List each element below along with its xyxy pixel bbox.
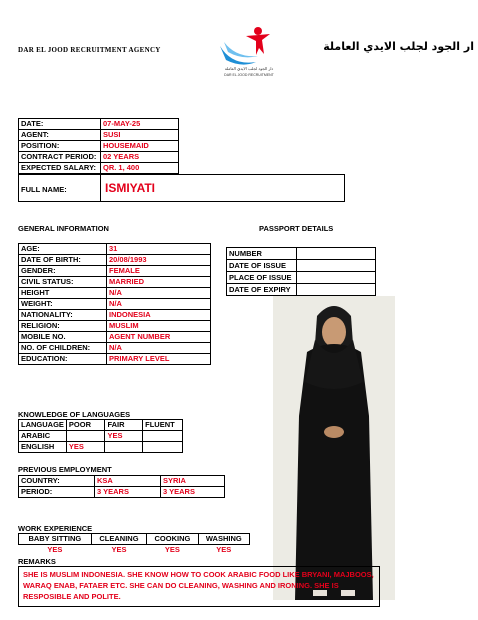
field-value: KSA xyxy=(95,476,161,487)
skill-value: YES xyxy=(216,545,232,555)
field-value: 3 YEARS xyxy=(161,487,225,498)
field-value: FEMALE xyxy=(107,266,211,277)
table-row xyxy=(19,332,211,343)
passport-heading: PASSPORT DETAILS xyxy=(259,224,334,233)
field-value: SUSI xyxy=(101,130,179,141)
passport-table xyxy=(226,247,376,296)
table-row xyxy=(227,260,376,272)
field-value: 20/08/1993 xyxy=(107,255,211,266)
table-row xyxy=(19,130,179,141)
logo-figure-body xyxy=(246,34,270,55)
field-label: AGE: xyxy=(19,244,107,255)
field-value xyxy=(297,260,376,272)
field-label: CONTRACT PERIOD: xyxy=(19,152,101,163)
column-header: CLEANING xyxy=(91,534,147,545)
field-value: SYRIA xyxy=(161,476,225,487)
full-name-value: ISMIYATI xyxy=(105,181,156,195)
logo-caption-en: DAR EL JOOD RECRUITMENT xyxy=(224,73,274,77)
column-header: COOKING xyxy=(147,534,198,545)
remarks-text: SHE IS MUSLIM INDONESIA. SHE KNOW HOW TO COOK ARABIC FOOD LIKE BRYANI, MAJBOOS, WARAQ ENAB, FATAER ETC. SHE CAN DO CLEANING, WASHING AND IRONING. SHE IS RESPOSIBLE AND POLITE. xyxy=(18,566,380,607)
languages-table xyxy=(18,419,183,453)
language-level xyxy=(66,431,105,442)
column-header: FLUENT xyxy=(143,420,183,431)
field-label: WEIGHT: xyxy=(19,299,107,310)
languages-heading: KNOWLEDGE OF LANGUAGES xyxy=(18,410,131,419)
language-level xyxy=(105,442,143,453)
previous-employment-heading: PREVIOUS EMPLOYMENT xyxy=(18,465,112,474)
table-row xyxy=(19,152,179,163)
table-row xyxy=(19,431,183,442)
field-label: AGENT: xyxy=(19,130,101,141)
language-level xyxy=(143,431,183,442)
field-value: 02 YEARS xyxy=(101,152,179,163)
table-row xyxy=(19,141,179,152)
remarks-heading: REMARKS xyxy=(18,557,56,566)
field-label: EXPECTED SALARY: xyxy=(19,163,101,174)
field-label: PLACE OF ISSUE xyxy=(227,272,297,284)
field-value: 31 xyxy=(107,244,211,255)
field-value xyxy=(297,284,376,296)
field-label: POSITION: xyxy=(19,141,101,152)
table-row xyxy=(19,476,225,487)
column-header: FAIR xyxy=(105,420,143,431)
table-row xyxy=(19,288,211,299)
agency-name: DAR EL JOOD RECRUITMENT AGENCY xyxy=(18,46,161,54)
field-value: HOUSEMAID xyxy=(101,141,179,152)
general-info-table xyxy=(18,243,211,365)
field-label: MOBILE NO. xyxy=(19,332,107,343)
language-name: ARABIC xyxy=(19,431,67,442)
field-value: PRIMARY LEVEL xyxy=(107,354,211,365)
candidate-photo xyxy=(273,296,395,600)
field-label: DATE OF EXPIRY xyxy=(227,284,297,296)
field-label: NO. OF CHILDREN: xyxy=(19,343,107,354)
table-row xyxy=(227,284,376,296)
field-value: 07-MAY-25 xyxy=(101,119,179,130)
field-label: CIVIL STATUS: xyxy=(19,277,107,288)
field-value: N/A xyxy=(107,288,211,299)
table-row xyxy=(19,244,211,255)
column-header: POOR xyxy=(66,420,105,431)
hands xyxy=(324,426,344,438)
logo-figure-head xyxy=(254,27,262,35)
work-experience-heading: WORK EXPERIENCE xyxy=(18,524,93,533)
table-row xyxy=(19,354,211,365)
skill-value: YES xyxy=(47,545,63,555)
language-name: ENGLISH xyxy=(19,442,67,453)
full-name-box xyxy=(18,174,345,202)
table-row xyxy=(19,442,183,453)
table-row xyxy=(19,119,179,130)
field-value: QR. 1, 400 xyxy=(101,163,179,174)
field-value xyxy=(297,272,376,284)
field-value: N/A xyxy=(107,299,211,310)
field-label: EDUCATION: xyxy=(19,354,107,365)
skill-value: YES xyxy=(164,545,180,555)
skill-value: YES xyxy=(111,545,127,555)
column-header: WASHING xyxy=(198,534,249,545)
general-info-heading: GENERAL INFORMATION xyxy=(18,224,109,233)
agency-name-arabic: ار الجود لجلب الايدي العاملة xyxy=(323,40,474,53)
field-label: COUNTRY: xyxy=(19,476,95,487)
table-row xyxy=(19,343,211,354)
field-label: DATE OF BIRTH: xyxy=(19,255,107,266)
full-name-label: FULL NAME: xyxy=(19,175,101,201)
field-value: MARRIED xyxy=(107,277,211,288)
field-label: RELIGION: xyxy=(19,321,107,332)
logo-swoosh-light xyxy=(224,42,258,57)
field-value: MUSLIM xyxy=(107,321,211,332)
field-label: PERIOD: xyxy=(19,487,95,498)
table-header-row xyxy=(19,534,250,545)
language-level: YES xyxy=(66,442,105,453)
column-header: LANGUAGE xyxy=(19,420,67,431)
table-row xyxy=(19,163,179,174)
table-row xyxy=(227,272,376,284)
field-value: INDONESIA xyxy=(107,310,211,321)
table-row xyxy=(19,545,250,556)
field-value: N/A xyxy=(107,343,211,354)
field-label: DATE OF ISSUE xyxy=(227,260,297,272)
top-info-table xyxy=(18,118,179,174)
logo-caption: دار الجود لجلب الايدي العاملة xyxy=(224,66,274,71)
table-row xyxy=(19,487,225,498)
field-label: NUMBER xyxy=(227,248,297,260)
table-row xyxy=(19,310,211,321)
agency-logo xyxy=(212,22,286,78)
table-row xyxy=(19,266,211,277)
field-label: HEIGHT xyxy=(19,288,107,299)
language-level: YES xyxy=(105,431,143,442)
table-row xyxy=(19,321,211,332)
previous-employment-table xyxy=(18,475,225,498)
field-label: NATIONALITY: xyxy=(19,310,107,321)
table-header-row xyxy=(19,420,183,431)
table-row xyxy=(227,248,376,260)
language-level xyxy=(143,442,183,453)
table-row xyxy=(19,255,211,266)
work-experience-table xyxy=(18,533,250,556)
column-header: BABY SITTING xyxy=(19,534,92,545)
field-label: GENDER: xyxy=(19,266,107,277)
table-row xyxy=(19,277,211,288)
field-value: 3 YEARS xyxy=(95,487,161,498)
table-row xyxy=(19,299,211,310)
field-value: AGENT NUMBER xyxy=(107,332,211,343)
face xyxy=(322,317,346,347)
field-value xyxy=(297,248,376,260)
field-label: DATE: xyxy=(19,119,101,130)
